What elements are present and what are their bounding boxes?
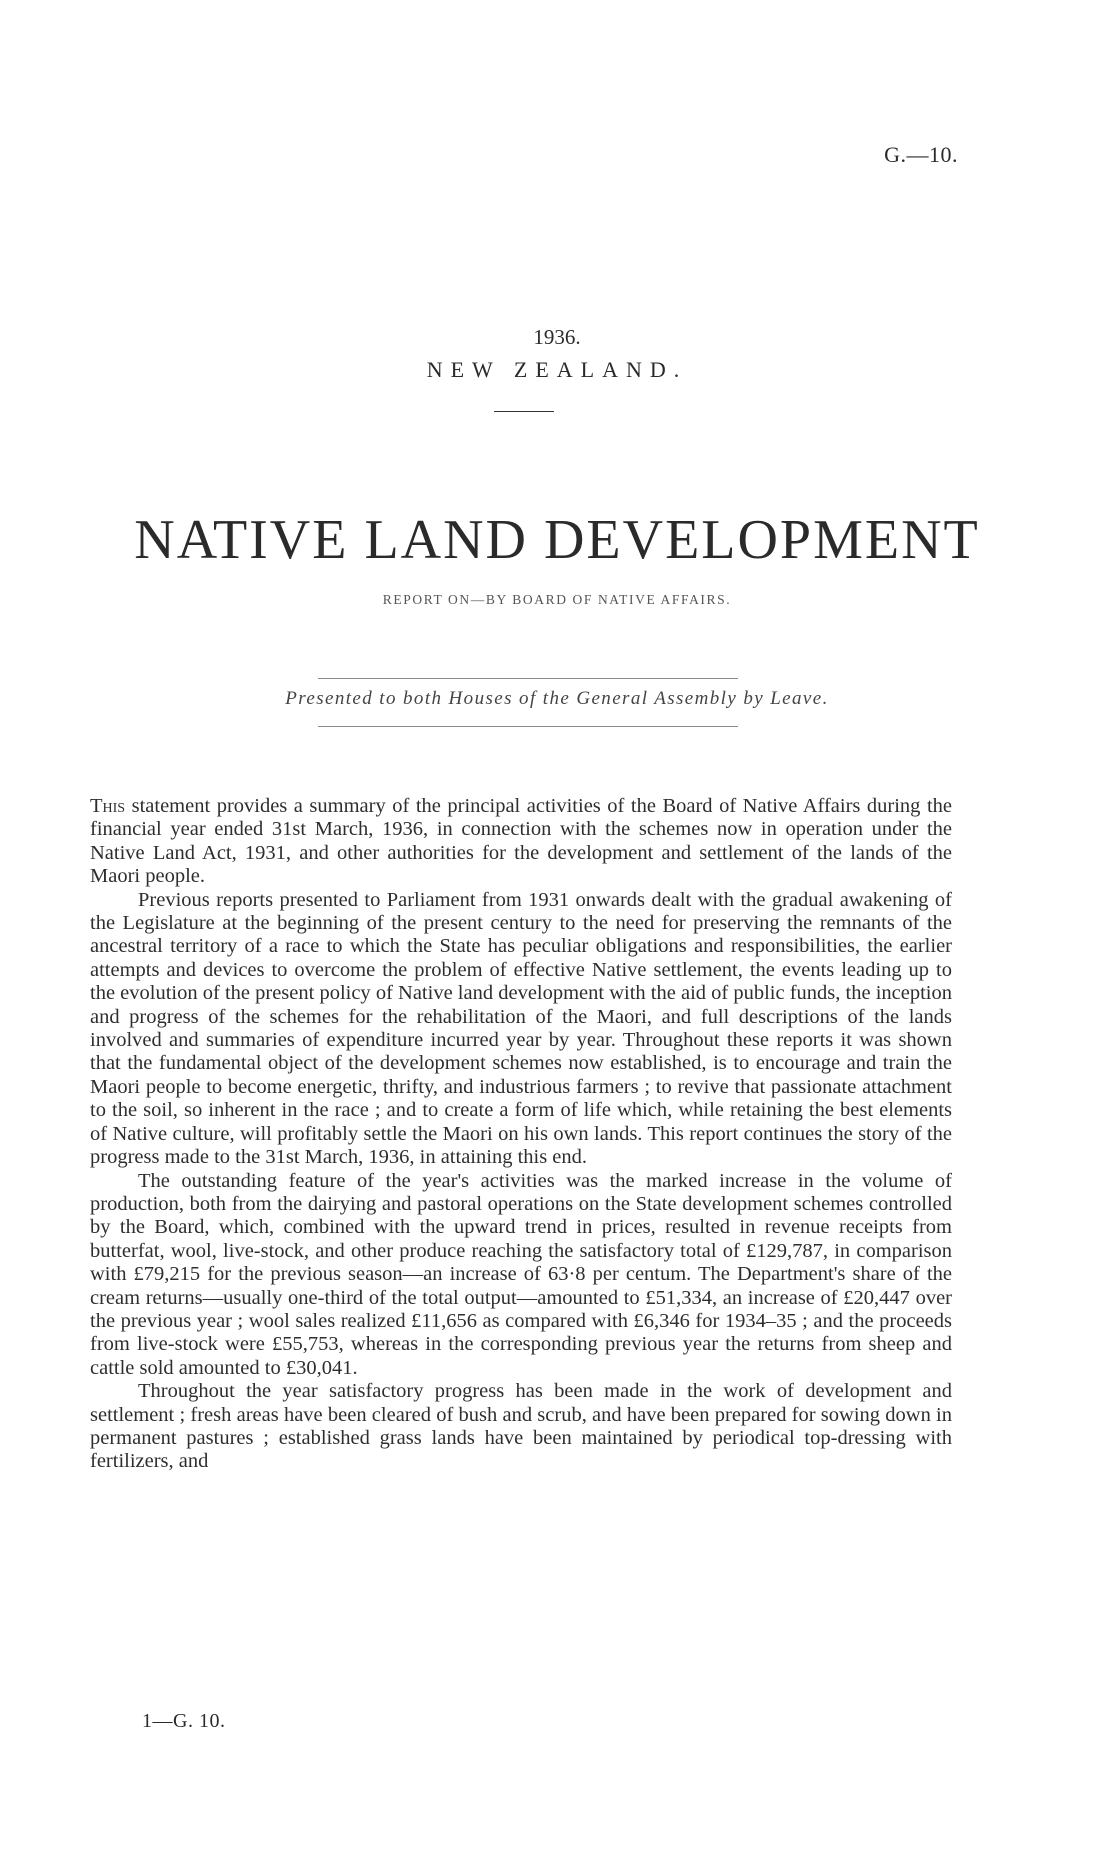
parliamentary-paper-code: G.—10. [884,142,958,167]
country-heading: NEW ZEALAND. [426,357,688,382]
report-body [90,795,952,1474]
document-title: NATIVE LAND DEVELOPMENT [134,509,980,571]
paragraph-2: Previous reports presented to Parliament from 1931 onwards dealt with the gradual awakening of the Legislature at the beginning of the present century to the need for preserving the remnants of the ancestral territory of a race to which the State has peculiar obligations and responsibilities, the earlier attempts and devices to overcome the problem of effective Native settlement, the events leading up to the evolution of the present policy of Native land development with the aid of public funds, the inception and progress of the schemes for the rehabilitation of the Maori, and full descriptions of the lands involved and summaries of expenditure incurred year by year. Throughout these reports it was shown that the fundamental object of the development schemes now established, is to encourage and train the Maori people to become energetic, thrifty, and industrious farmers ; to revive that passionate attachment to the soil, so inherent in the race ; and to create a form of life which, while retaining the best elements of Native culture, will profitably settle the Maori on his own lands. This report continues the story of the progress made to the 31st March, 1936, in attaining this end. [90,888,952,1169]
paragraph-4: Throughout the year satisfactory progress has been made in the work of development and settlement ; fresh areas have been cleared of bush and scrub, and have been prepared for sowing down in permanent pastures ; established grass lands have been maintained by periodical top-dressing with fertilizers, and [90,1380,952,1473]
paragraph-1-text: statement provides a summary of the principal activities of the Board of Native Affairs during the financial year ended 31st March, 1936, in connection with the schemes now in operation under the Native Land Act, 1931, and other authorities for the development and settlement of the lands of the Maori people. [90,795,952,888]
report-year: 1936. [533,325,581,349]
presented-bottom-rule [318,726,738,727]
short-divider [494,411,554,412]
paragraph-1-lead: This [90,795,126,817]
paragraph-1 [90,795,952,889]
page-signature: 1—G. 10. [142,1710,226,1732]
presented-top-rule [318,678,738,679]
document-subtitle: REPORT ON—BY BOARD OF NATIVE AFFAIRS. [382,592,732,607]
presented-line: Presented to both Houses of the General Assembly by Leave. [285,688,829,709]
paragraph-3: The outstanding feature of the year's activities was the marked increase in the volume of production, both from the dairying and pastoral operations on the State development schemes controlled by the Board, which, combined with the upward trend in prices, resulted in revenue receipts from butterfat, wool, live-stock, and other produce reaching the satisfactory total of £129,787, in comparison with £79,215 for the previous season—an increase of 63·8 per centum. The Department's share of the cream returns—usually one-third of the total output—amounted to £51,334, an increase of £20,447 over the previous year ; wool sales realized £11,656 as compared with £6,346 for 1934–35 ; and the proceeds from live-stock were £55,753, whereas in the corresponding previous year the returns from sheep and cattle sold amounted to £30,041. [90,1169,952,1379]
